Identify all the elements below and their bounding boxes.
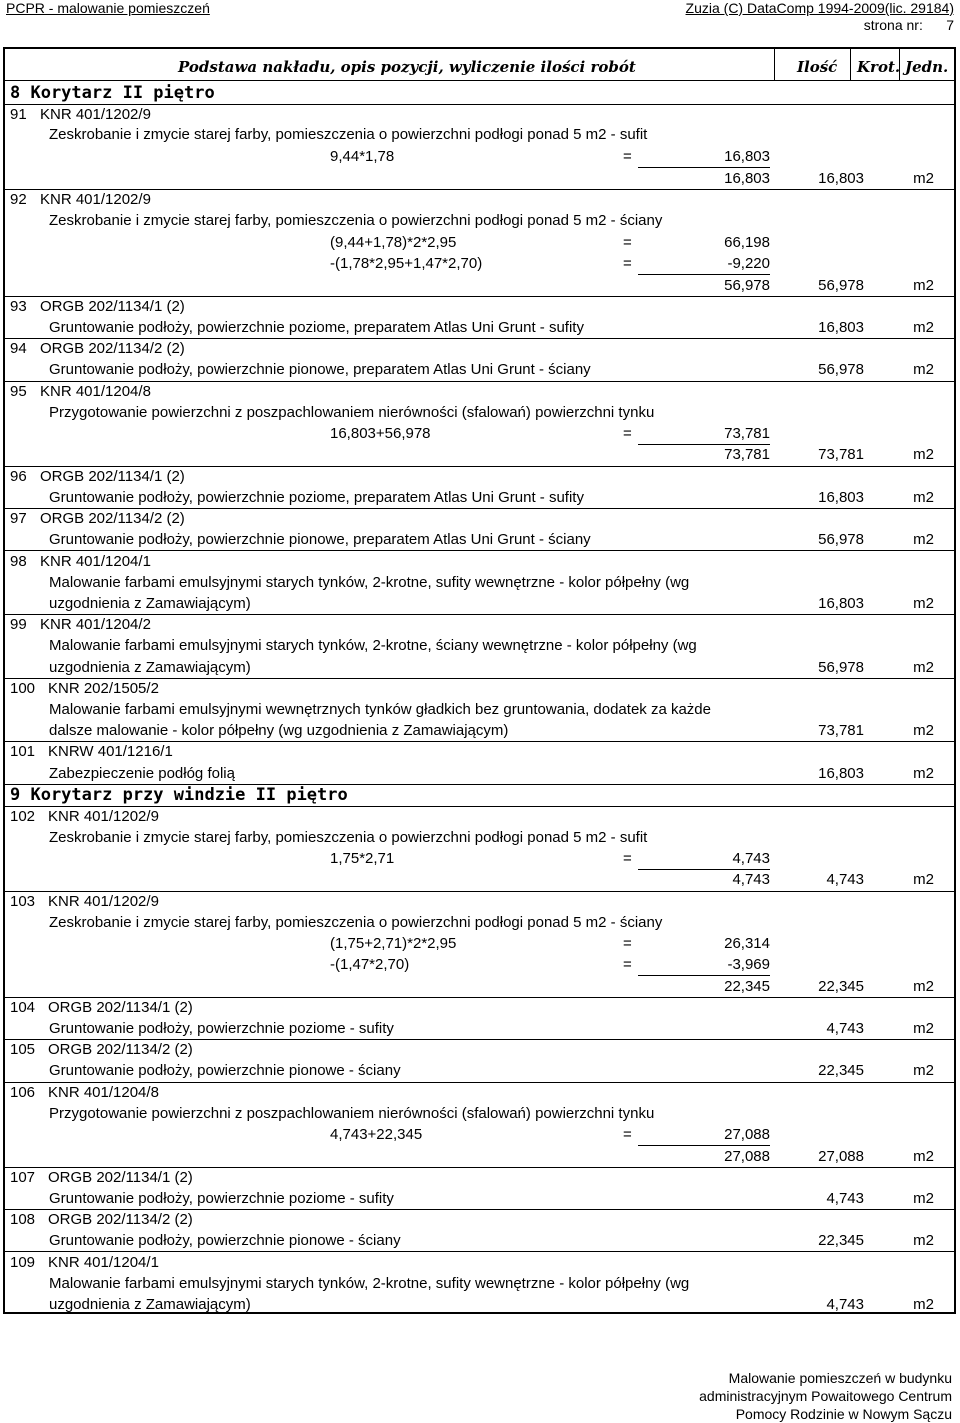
item-quantity: 27,088	[818, 1148, 864, 1165]
formula-sum: 16,803	[724, 170, 770, 187]
item-code: ORGB 202/1134/2 (2)	[48, 1041, 193, 1058]
item-formula: -(1,47*2,70)	[330, 956, 410, 973]
item-description: Zabezpieczenie podłóg folią	[49, 765, 235, 782]
equals-sign: =	[623, 850, 632, 867]
page-label: strona nr:	[863, 17, 923, 33]
item-quantity: 4,743	[826, 1190, 864, 1207]
item-description: Gruntowanie podłoży, powierzchnie poziome - sufity	[49, 1020, 394, 1037]
item-description-cont: uzgodnienia z Zamawiającym)	[49, 659, 251, 676]
license-info: Zuzia (C) DataComp 1994-2009(lic. 29184)	[685, 0, 954, 16]
item-code: KNR 401/1202/9	[48, 893, 159, 910]
item-quantity: 16,803	[818, 595, 864, 612]
item-number: 106	[10, 1084, 36, 1101]
item-code: ORGB 202/1134/2 (2)	[40, 340, 185, 357]
item-code: KNR 401/1204/1	[48, 1254, 159, 1271]
item-unit: m2	[913, 1232, 934, 1249]
item-quantity: 16,803	[818, 170, 864, 187]
item-quantity: 16,803	[818, 319, 864, 336]
formula-value: -3,969	[727, 956, 770, 973]
item-number: 95	[10, 383, 27, 400]
item-unit: m2	[913, 446, 934, 463]
item-code: ORGB 202/1134/1 (2)	[48, 1169, 193, 1186]
item-description-cont: uzgodnienia z Zamawiającym)	[49, 595, 251, 612]
item-description: Malowanie farbami emulsyjnymi wewnętrznych tynków gładkich bez gruntowania, dodatek za każde	[49, 701, 711, 718]
item-number: 98	[10, 553, 27, 570]
formula-sum: 56,978	[724, 277, 770, 294]
program-title: PCPR - malowanie pomieszczeń	[6, 0, 210, 16]
item-quantity: 73,781	[818, 722, 864, 739]
item-code: ORGB 202/1134/1 (2)	[48, 999, 193, 1016]
equals-sign: =	[623, 956, 632, 973]
header-desc: Podstawa nakładu, opis pozycji, wyliczenie ilości robót	[178, 58, 636, 76]
item-description: Gruntowanie podłoży, powierzchnie poziome - sufity	[49, 1190, 394, 1207]
item-code: KNR 401/1202/9	[40, 191, 151, 208]
item-quantity: 16,803	[818, 765, 864, 782]
item-unit: m2	[913, 1190, 934, 1207]
item-code: KNRW 401/1216/1	[48, 743, 173, 760]
item-unit: m2	[913, 361, 934, 378]
equals-sign: =	[623, 425, 632, 442]
formula-value: 66,198	[724, 234, 770, 251]
item-number: 93	[10, 298, 27, 315]
item-number: 103	[10, 893, 36, 910]
item-description: Gruntowanie podłoży, powierzchnie poziome, preparatem Atlas Uni Grunt - sufity	[49, 489, 584, 506]
section-title: 8 Korytarz II piętro	[10, 83, 215, 103]
item-quantity: 22,345	[818, 1062, 864, 1079]
item-unit: m2	[913, 871, 934, 888]
item-number: 99	[10, 616, 27, 633]
page-number	[864, 17, 954, 33]
item-unit: m2	[913, 765, 934, 782]
item-description: Przygotowanie powierzchni z poszpachlowaniem nierówności (sfalowań) powierzchni tynku	[49, 404, 655, 421]
item-formula: 1,75*2,71	[330, 850, 395, 867]
item-description: Zeskrobanie i zmycie starej farby, pomieszczenia o powierzchni podłogi ponad 5 m2 - ściany	[49, 212, 663, 229]
item-number: 94	[10, 340, 27, 357]
item-number: 100	[10, 680, 36, 697]
item-code: KNR 401/1204/8	[48, 1084, 159, 1101]
item-code: KNR 401/1204/1	[40, 553, 151, 570]
item-formula: 9,44*1,78	[330, 148, 395, 165]
item-formula: (9,44+1,78)*2*2,95	[330, 234, 457, 251]
item-number: 105	[10, 1041, 36, 1058]
formula-value: 27,088	[724, 1126, 770, 1143]
formula-sum: 22,345	[724, 978, 770, 995]
item-unit: m2	[913, 659, 934, 676]
page-topbar	[0, 0, 960, 33]
item-quantity: 56,978	[818, 361, 864, 378]
item-number: 92	[10, 191, 27, 208]
formula-value: 4,743	[732, 850, 770, 867]
formula-value: -9,220	[727, 255, 770, 272]
formula-value: 73,781	[724, 425, 770, 442]
item-code: ORGB 202/1134/2 (2)	[48, 1211, 193, 1228]
item-code: KNR 401/1202/9	[48, 808, 159, 825]
equals-sign: =	[623, 255, 632, 272]
item-description: Zeskrobanie i zmycie starej farby, pomieszczenia o powierzchni podłogi ponad 5 m2 - sufit	[49, 829, 648, 846]
item-number: 107	[10, 1169, 36, 1186]
equals-sign: =	[623, 935, 632, 952]
equals-sign: =	[623, 148, 632, 165]
item-formula: 4,743+22,345	[330, 1126, 423, 1143]
header-divider	[3, 80, 956, 81]
header-krot: Krot.	[857, 58, 901, 76]
item-formula: (1,75+2,71)*2*2,95	[330, 935, 457, 952]
item-quantity: 22,345	[818, 978, 864, 995]
item-quantity: 56,978	[818, 531, 864, 548]
item-number: 109	[10, 1254, 36, 1271]
page-num: 7	[946, 17, 954, 33]
item-description: Gruntowanie podłoży, powierzchnie pionowe - ściany	[49, 1232, 401, 1249]
item-unit: m2	[913, 978, 934, 995]
item-unit: m2	[913, 595, 934, 612]
item-number: 97	[10, 510, 27, 527]
item-code: KNR 401/1204/2	[40, 616, 151, 633]
equals-sign: =	[623, 234, 632, 251]
item-unit: m2	[913, 1062, 934, 1079]
item-code: KNR 202/1505/2	[48, 680, 159, 697]
item-description: Zeskrobanie i zmycie starej farby, pomieszczenia o powierzchni podłogi ponad 5 m2 - ściany	[49, 914, 663, 931]
col-divider-qty	[774, 47, 775, 81]
item-code: ORGB 202/1134/2 (2)	[40, 510, 185, 527]
item-unit: m2	[913, 319, 934, 336]
footer-line-3: Pomocy Rodzinie w Nowym Sączu	[735, 1406, 952, 1422]
item-description: Zeskrobanie i zmycie starej farby, pomieszczenia o powierzchni podłogi ponad 5 m2 - sufit	[49, 126, 648, 143]
formula-sum: 73,781	[724, 446, 770, 463]
footer-line-1: Malowanie pomieszczeń w budynku	[728, 1370, 952, 1386]
formula-value: 16,803	[724, 148, 770, 165]
item-code: ORGB 202/1134/1 (2)	[40, 468, 185, 485]
formula-sum: 4,743	[732, 871, 770, 888]
item-unit: m2	[913, 1296, 934, 1313]
item-code: ORGB 202/1134/1 (2)	[40, 298, 185, 315]
item-description: Malowanie farbami emulsyjnymi starych tynków, 2-krotne, ściany wewnętrzne - kolor półpełny (wg	[49, 637, 697, 654]
col-divider-krot	[850, 47, 851, 81]
item-description: Malowanie farbami emulsyjnymi starych tynków, 2-krotne, sufity wewnętrzne - kolor półpełny (wg	[49, 1275, 690, 1292]
item-description-cont: dalsze malowanie - kolor półpełny (wg uzgodnienia z Zamawiającym)	[49, 722, 509, 739]
item-description: Gruntowanie podłoży, powierzchnie pionowe, preparatem Atlas Uni Grunt - ściany	[49, 531, 591, 548]
item-quantity: 73,781	[818, 446, 864, 463]
item-number: 101	[10, 743, 36, 760]
item-number: 104	[10, 999, 36, 1016]
item-description: Gruntowanie podłoży, powierzchnie pionowe - ściany	[49, 1062, 401, 1079]
item-formula: -(1,78*2,95+1,47*2,70)	[330, 255, 483, 272]
item-description: Gruntowanie podłoży, powierzchnie poziome, preparatem Atlas Uni Grunt - sufity	[49, 319, 584, 336]
item-quantity: 4,743	[826, 871, 864, 888]
item-number: 91	[10, 106, 27, 123]
item-unit: m2	[913, 170, 934, 187]
item-description: Gruntowanie podłoży, powierzchnie pionowe, preparatem Atlas Uni Grunt - ściany	[49, 361, 591, 378]
equals-sign: =	[623, 1126, 632, 1143]
item-description-cont: uzgodnienia z Zamawiającym)	[49, 1296, 251, 1313]
item-quantity: 56,978	[818, 277, 864, 294]
item-unit: m2	[913, 489, 934, 506]
item-quantity: 16,803	[818, 489, 864, 506]
item-unit: m2	[913, 722, 934, 739]
header-qty: Ilość	[797, 58, 838, 76]
item-description: Malowanie farbami emulsyjnymi starych tynków, 2-krotne, sufity wewnętrzne - kolor półpełny (wg	[49, 574, 690, 591]
item-code: KNR 401/1202/9	[40, 106, 151, 123]
section-title: 9 Korytarz przy windzie II piętro	[10, 785, 348, 805]
item-number: 96	[10, 468, 27, 485]
item-unit: m2	[913, 531, 934, 548]
item-number: 108	[10, 1211, 36, 1228]
item-quantity: 22,345	[818, 1232, 864, 1249]
footer-line-2: administracyjnym Powaitowego Centrum	[699, 1388, 952, 1404]
formula-value: 26,314	[724, 935, 770, 952]
item-description: Przygotowanie powierzchni z poszpachlowaniem nierówności (sfalowań) powierzchni tynku	[49, 1105, 655, 1122]
item-quantity: 4,743	[826, 1020, 864, 1037]
header-unit: Jedn.	[905, 58, 949, 76]
item-unit: m2	[913, 277, 934, 294]
item-unit: m2	[913, 1020, 934, 1037]
item-formula: 16,803+56,978	[330, 425, 431, 442]
formula-sum: 27,088	[724, 1148, 770, 1165]
item-quantity: 4,743	[826, 1296, 864, 1313]
item-unit: m2	[913, 1148, 934, 1165]
item-code: KNR 401/1204/8	[40, 383, 151, 400]
item-number: 102	[10, 808, 36, 825]
item-quantity: 56,978	[818, 659, 864, 676]
